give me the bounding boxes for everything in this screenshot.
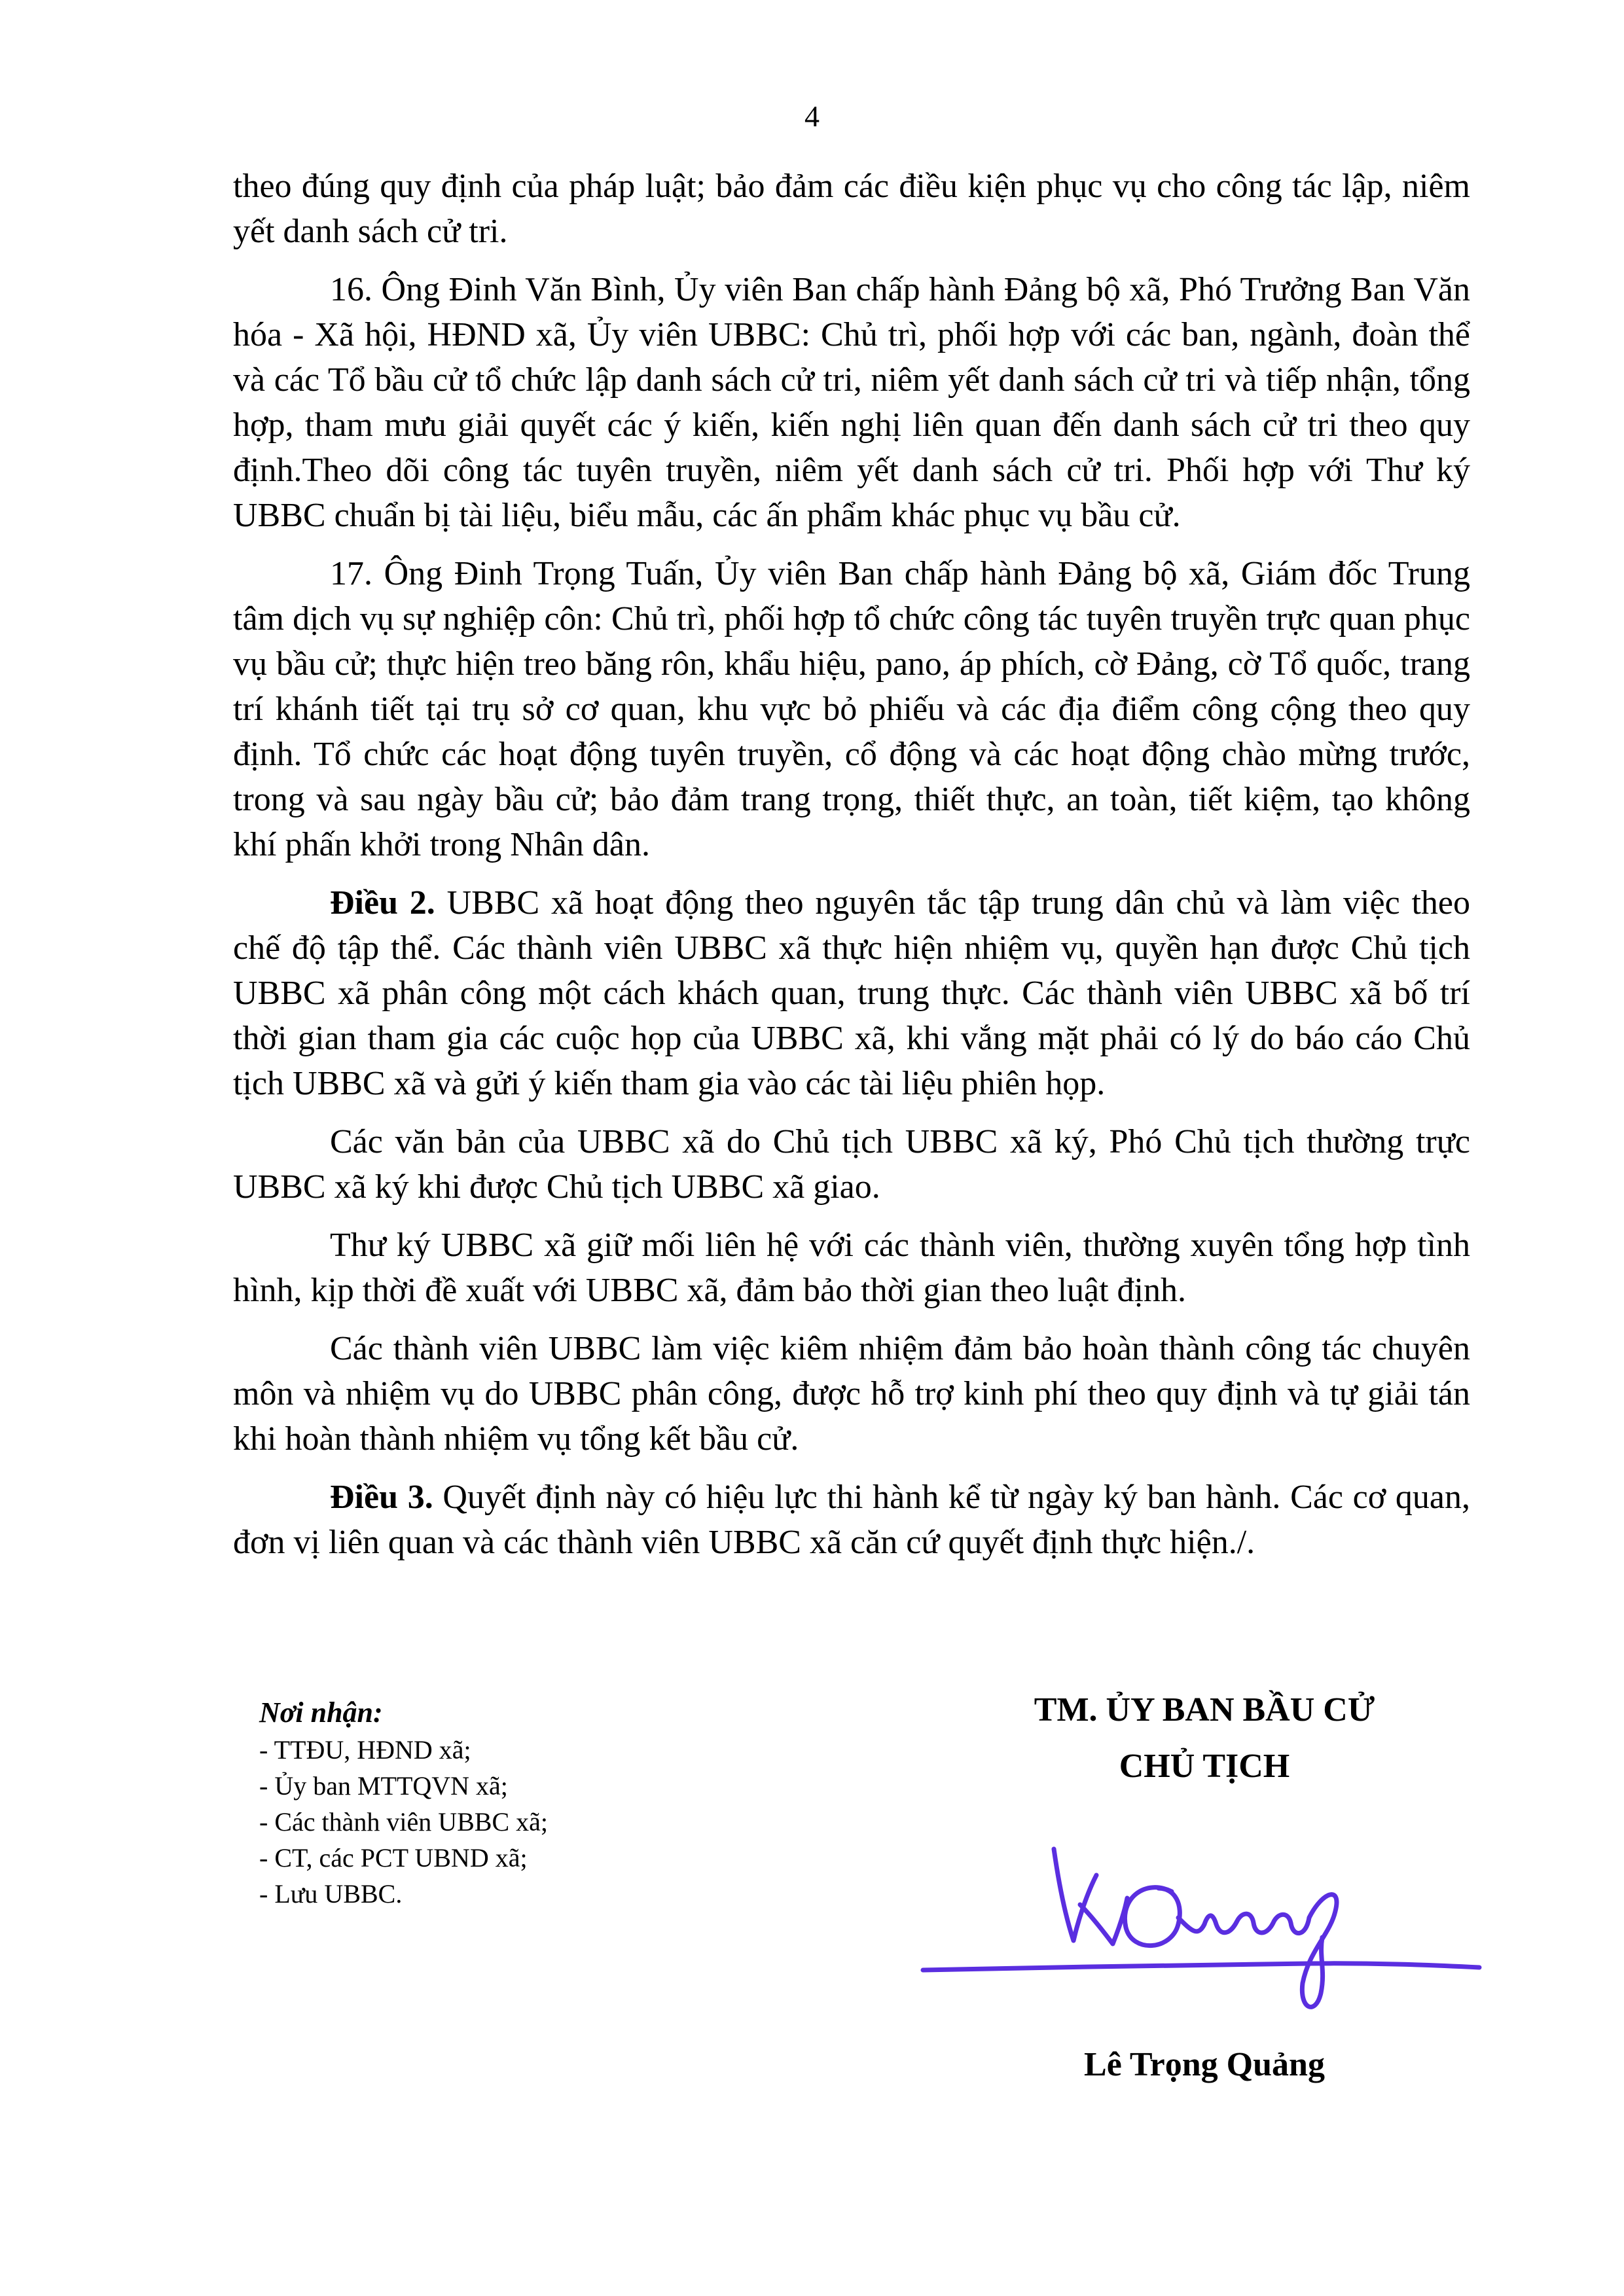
- recipients-heading: Nơi nhận:: [259, 1696, 383, 1729]
- paragraph-article-2: Điều 2. UBBC xã hoạt động theo nguyên tắc tập trung dân chủ và làm việc theo chế độ tập thể. Các thành viên UBBC xã thực hiện nhiệm vụ, quyền hạn được Chủ tịch UBBC xã phân công một cách khách quan, trung thực. Các thành viên UBBC xã bố trí thời gian tham gia các cuộc họp của UBBC xã, khi vắng mặt phải có lý do báo cáo Chủ tịch UBBC xã và gửi ý kiến tham gia vào các tài liệu phiên họp.: [233, 884, 1470, 1102]
- recipient-item: - Các thành viên UBBC xã;: [259, 1807, 549, 1837]
- signature-block: [916, 1682, 1492, 2083]
- paragraph-article-2-secretary: Thư ký UBBC xã giữ mối liên hệ với các thành viên, thường xuyên tổng hợp tình hình, kịp thời đề xuất với UBBC xã, đảm bảo thời gian theo luật định.: [233, 1227, 1470, 1309]
- recipient-item: - TTĐU, HĐND xã;: [259, 1735, 471, 1765]
- paragraph-article-2-documents: Các văn bản của UBBC xã do Chủ tịch UBBC xã ký, Phó Chủ tịch thường trực UBBC xã ký khi được Chủ tịch UBBC xã giao.: [233, 1123, 1470, 1206]
- paragraph-article-3: Điều 3. Quyết định này có hiệu lực thi hành kể từ ngày ký ban hành. Các cơ quan, đơn vị liên quan và các thành viên UBBC xã căn cứ quyết định thực hiện./.: [233, 1479, 1470, 1561]
- recipient-item: - Ủy ban MTTQVN xã;: [259, 1771, 508, 1801]
- article-label: Điều 3.: [330, 1479, 433, 1516]
- signature-title: TM. ỦY BAN BẦU CỬ: [1034, 1691, 1375, 1729]
- paragraph-item-17: 17. Ông Đinh Trọng Tuấn, Ủy viên Ban chấp hành Đảng bộ xã, Giám đốc Trung tâm dịch vụ sự nghiệp côn: Chủ trì, phối hợp tổ chức công tác tuyên truyền trực quan phục vụ bầu cử; thực hiện treo băng rôn, khẩu hiệu, pano, áp phích, cờ Đảng, cờ Tổ quốc, trang trí khánh tiết tại trụ sở cơ quan, khu vực bỏ phiếu và các địa điểm công cộng theo quy định. Tổ chức các hoạt động tuyên truyền, cổ động và các hoạt động chào mừng trước, trong và sau ngày bầu cử; bảo đảm trang trọng, thiết thực, an toàn, tiết kiệm, tạo không khí phấn khởi trong Nhân dân.: [233, 555, 1470, 863]
- document-body: [233, 164, 1470, 1578]
- recipients-block: [259, 1694, 848, 1912]
- paragraph-item-16: 16. Ông Đinh Văn Bình, Ủy viên Ban chấp hành Đảng bộ xã, Phó Trưởng Ban Văn hóa - Xã hội, HĐND xã, Ủy viên UBBC: Chủ trì, phối hợp với các ban, ngành, đoàn thể và các Tổ bầu cử tổ chức lập danh sách cử tri, niêm yết danh sách cử tri và tiếp nhận, tổng hợp, tham mưu giải quyết các ý kiến, kiến nghị liên quan đến danh sách cử tri theo quy định.Theo dõi công tác tuyên truyền, niêm yết danh sách cử tri. Phối hợp với Thư ký UBBC chuẩn bị tài liệu, biểu mẫu, các ấn phẩm khác phục vụ bầu cử.: [233, 271, 1470, 534]
- page-number: 4: [804, 99, 820, 133]
- recipient-item: - CT, các PCT UBND xã;: [259, 1843, 528, 1873]
- signature-position: CHỦ TỊCH: [1119, 1748, 1290, 1785]
- paragraph-article-2-members: Các thành viên UBBC làm việc kiêm nhiệm đảm bảo hoàn thành công tác chuyên môn và nhiệm vụ do UBBC phân công, được hỗ trợ kinh phí theo quy định và tự giải tán khi hoàn thành nhiệm vụ tổng kết bầu cử.: [233, 1330, 1470, 1458]
- handwritten-signature: [916, 1813, 1492, 2029]
- article-label: Điều 2.: [330, 884, 435, 922]
- signer-name: Lê Trọng Quảng: [1084, 2046, 1325, 2083]
- paragraph-continuation: theo đúng quy định của pháp luật; bảo đảm các điều kiện phục vụ cho công tác lập, niêm yết danh sách cử tri.: [233, 168, 1470, 250]
- recipient-item: - Lưu UBBC.: [259, 1879, 403, 1909]
